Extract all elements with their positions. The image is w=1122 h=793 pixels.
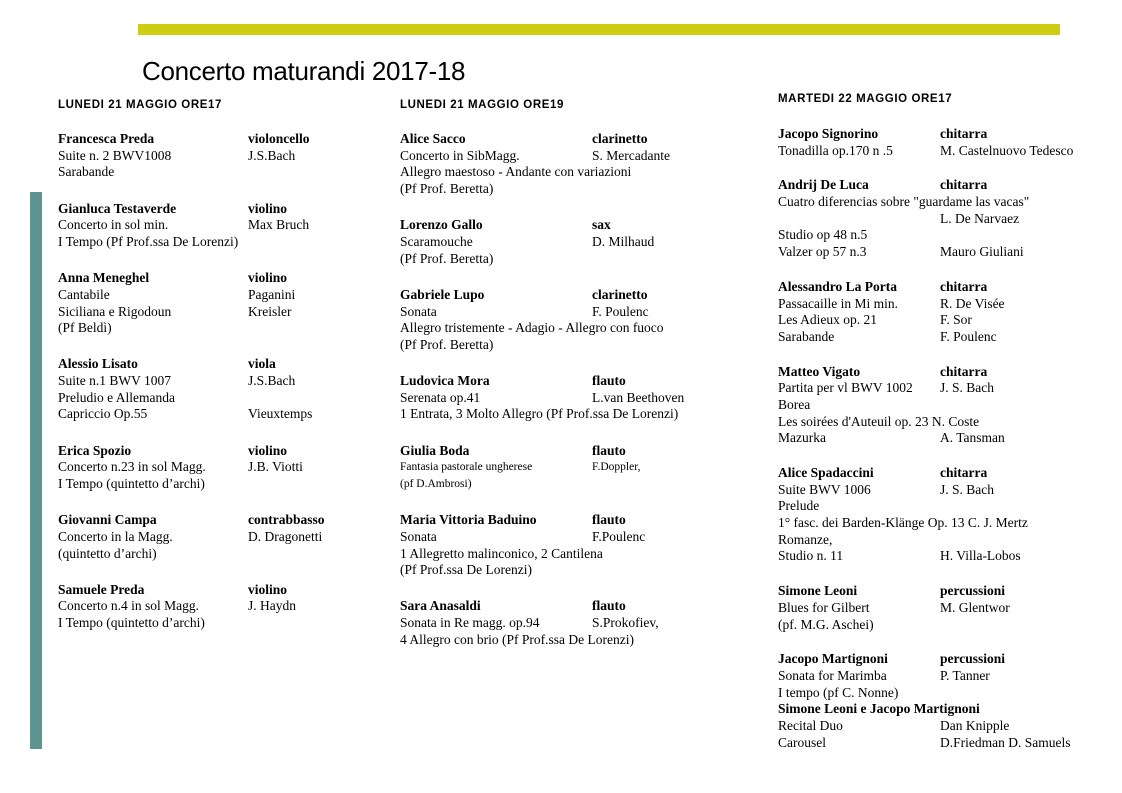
instrument: chitarra (940, 465, 988, 480)
instrument: chitarra (940, 126, 988, 141)
piece-line (778, 312, 1098, 329)
piece-title: Concerto n.23 in sol Magg. (58, 459, 206, 475)
composer: M. Castelnuovo Tedesco (940, 142, 1074, 158)
instrument: viola (248, 356, 276, 372)
left-accent-bar (30, 192, 42, 749)
piece-line (58, 148, 358, 165)
performer-line (58, 131, 358, 148)
performer-line (400, 373, 720, 390)
piece-line (778, 482, 1098, 499)
piece-title: I Tempo (quintetto d’archi) (58, 476, 205, 491)
performer-line (58, 443, 358, 460)
composer: S. Mercadante (592, 147, 670, 163)
piece-line (400, 406, 720, 423)
performer-name: Maria Vittoria Baduino (400, 512, 537, 528)
piece-line (58, 476, 358, 493)
instrument: contrabbasso (248, 512, 325, 528)
performer-line (778, 279, 1098, 296)
piece-title: (Pf Beldì) (58, 320, 112, 336)
instrument: violino (248, 200, 288, 216)
performer-line (400, 443, 720, 460)
performer-name: Simone Leoni (778, 583, 858, 599)
piece-line (58, 164, 358, 181)
piece-title: 4 Allegro con brio (Pf Prof.ssa De Lorenzi) (400, 631, 634, 647)
performer-line (778, 126, 1098, 143)
performer-name: Erica Spozio (58, 442, 132, 458)
piece-line (778, 532, 1098, 549)
piece-line (400, 337, 720, 354)
composer: P. Tanner (940, 667, 990, 683)
performer-line (400, 598, 720, 615)
piece-line (58, 529, 358, 546)
performer-line (400, 217, 720, 234)
program-entry (58, 443, 358, 493)
piece-line (58, 459, 358, 476)
piece-line (400, 251, 720, 268)
instrument: flauto (592, 512, 626, 528)
piece-title: Les soirées d'Auteuil op. 23 N. Coste (778, 413, 980, 429)
piece-title: 1 Allegretto malinconico, 2 Cantilena (400, 545, 603, 561)
performer-line (58, 582, 358, 599)
composer: D. Dragonetti (248, 528, 323, 544)
piece-title: (pf. M.G. Aschei) (778, 616, 874, 632)
piece-title: Recital Duo (778, 717, 843, 733)
program-entry (778, 177, 1098, 260)
piece-line (400, 615, 720, 632)
program-column (58, 131, 358, 632)
piece-title: Studio n. 11 (778, 548, 844, 564)
piece-title: Allegro maestoso - Andante con variazioni (400, 164, 632, 180)
piece-line (58, 598, 358, 615)
piece-title: Carousel (778, 734, 826, 750)
piece-line (400, 304, 720, 321)
instrument: chitarra (940, 278, 988, 294)
performer-name: Lorenzo Gallo (400, 217, 483, 233)
piece-title: Sonata in Re magg. op.94 (400, 615, 540, 631)
piece-line (778, 397, 1098, 414)
composer: F. Poulenc (592, 303, 649, 319)
piece-line (778, 227, 1098, 244)
piece-title: Scaramouche (400, 233, 473, 249)
piece-line (400, 459, 720, 476)
program-entry (58, 131, 358, 181)
piece-title: Blues for Gilbert (778, 599, 870, 615)
piece-title: I tempo (pf C. Nonne) (778, 684, 899, 700)
performer-name: Francesca Preda (58, 131, 155, 146)
program-column (400, 131, 720, 649)
piece-title: (Pf Prof.ssa De Lorenzi) (400, 562, 532, 578)
piece-title: Tonadilla op.170 n .5 (778, 142, 893, 158)
composer: Vieuxtemps (248, 406, 313, 422)
piece-line (400, 476, 720, 493)
piece-title: (Pf Prof. Beretta) (400, 181, 494, 197)
piece-line (778, 143, 1098, 160)
piece-line (778, 194, 1098, 211)
program-entry (400, 287, 720, 354)
instrument: clarinetto (592, 286, 648, 302)
piece-line (58, 217, 358, 234)
composer: D.Friedman D. Samuels (940, 734, 1071, 750)
performer-name: Gabriele Lupo (400, 286, 485, 302)
instrument: violino (248, 442, 288, 458)
piece-line (400, 181, 720, 198)
piece-line (400, 632, 720, 649)
performer-line (58, 201, 358, 218)
piece-line (58, 234, 358, 251)
program-entry (778, 583, 1098, 633)
performer-line (778, 701, 1098, 718)
piece-line (778, 211, 1098, 228)
composer: L.van Beethoven (592, 389, 685, 405)
program-entry (400, 131, 720, 198)
instrument: chitarra (940, 363, 988, 379)
piece-line (778, 735, 1098, 752)
piece-title: (Pf Prof. Beretta) (400, 336, 494, 352)
performer-name: Jacopo Signorino (778, 126, 879, 141)
piece-line (778, 600, 1098, 617)
instrument: clarinetto (592, 131, 648, 146)
performer-line (58, 356, 358, 373)
composer: J. S. Bach (940, 481, 994, 497)
composer: Dan Knipple (940, 717, 1010, 733)
performer-name: Ludovica Mora (400, 373, 490, 389)
instrument: violino (248, 270, 288, 286)
composer: H. Villa-Lobos (940, 548, 1021, 564)
performer-name: Anna Meneghel (58, 270, 150, 286)
program-entry (778, 126, 1098, 159)
performer-name: Alessandro La Porta (778, 278, 898, 294)
piece-line (778, 414, 1098, 431)
composer: J.S.Bach (248, 147, 296, 163)
piece-line (400, 546, 720, 563)
piece-line (400, 148, 720, 165)
column-heading: LUNEDI 21 MAGGIO ORE17 (58, 99, 223, 111)
piece-title: Fantasia pastorale ungherese (400, 461, 533, 474)
piece-title: Concerto in SibMagg. (400, 147, 520, 163)
program-entry (58, 270, 358, 337)
piece-title: Sonata (400, 528, 437, 544)
composer: F. Sor (940, 312, 972, 328)
performer-name: Jacopo Martignoni (778, 651, 888, 667)
performer-name: Samuele Preda (58, 581, 145, 597)
piece-line (778, 685, 1098, 702)
program-entry (778, 364, 1098, 447)
instrument: percussioni (940, 651, 1006, 667)
piece-line (778, 548, 1098, 565)
piece-line (778, 668, 1098, 685)
performer-name: Alessio Lisato (58, 356, 138, 372)
performer-line (400, 131, 720, 148)
piece-line (778, 244, 1098, 261)
performer-name: Giulia Boda (400, 442, 470, 458)
piece-line (778, 515, 1098, 532)
piece-line (400, 164, 720, 181)
top-accent-bar (138, 24, 1060, 35)
instrument: percussioni (940, 583, 1006, 599)
piece-title: Concerto n.4 in sol Magg. (58, 598, 199, 614)
piece-title: Sarabande (58, 164, 115, 180)
piece-line (778, 329, 1098, 346)
piece-title: 1 Entrata, 3 Molto Allegro (Pf Prof.ssa De Lorenzi) (400, 406, 679, 422)
program-entry (400, 598, 720, 648)
piece-title: Preludio e Allemanda (58, 389, 175, 405)
piece-line (400, 320, 720, 337)
performer-name: Alice Spadaccini (778, 465, 874, 480)
instrument: sax (592, 217, 611, 233)
column-heading: LUNEDI 21 MAGGIO ORE19 (400, 99, 565, 111)
instrument: flauto (592, 442, 626, 458)
instrument: violino (248, 581, 288, 597)
piece-line (58, 546, 358, 563)
piece-line (400, 390, 720, 407)
piece-line (58, 406, 358, 423)
composer: J.S.Bach (248, 373, 296, 389)
performer-line (778, 364, 1098, 381)
piece-line (58, 320, 358, 337)
composer: J.B. Viotti (248, 459, 303, 475)
instrument: flauto (592, 373, 626, 389)
instrument: chitarra (940, 177, 988, 193)
piece-title: Sonata for Marimba (778, 667, 887, 683)
piece-title: Suite BWV 1006 (778, 481, 871, 497)
piece-title: I Tempo (quintetto d’archi) (58, 615, 205, 631)
composer: J. Haydn (248, 598, 296, 614)
piece-line (58, 373, 358, 390)
instrument: violoncello (248, 131, 310, 146)
performer-line (58, 512, 358, 529)
piece-title: Romanze, (778, 531, 833, 547)
program-entry (58, 356, 358, 423)
program-entry (400, 373, 720, 423)
piece-title: Serenata op.41 (400, 389, 481, 405)
piece-title: Suite n. 2 BWV1008 (58, 147, 172, 163)
piece-title: Les Adieux op. 21 (778, 312, 877, 328)
piece-line (58, 287, 358, 304)
performer-line (778, 583, 1098, 600)
piece-line (400, 234, 720, 251)
piece-title: Cantabile (58, 286, 110, 302)
performer-name: Simone Leoni e Jacopo Martignoni (778, 701, 980, 717)
composer: Mauro Giuliani (940, 244, 1024, 260)
piece-title: Sonata (400, 303, 437, 319)
piece-title: Siciliana e Rigodoun (58, 303, 172, 319)
piece-title: Mazurka (778, 430, 826, 446)
piece-title: 1° fasc. dei Barden-Klänge Op. 13 C. J. Mertz (778, 515, 1028, 531)
column-heading: MARTEDI 22 MAGGIO ORE17 (778, 93, 953, 105)
program-column (778, 126, 1098, 751)
page-title: Concerto maturandi 2017-18 (142, 56, 466, 86)
piece-title: (Pf Prof. Beretta) (400, 250, 494, 266)
composer: M. Glentwor (940, 599, 1010, 615)
program-entry (400, 512, 720, 579)
piece-title: Sarabande (778, 328, 835, 344)
composer: F. Poulenc (940, 328, 997, 344)
program-entry (58, 201, 358, 251)
program-entry (58, 512, 358, 562)
composer: R. De Visée (940, 295, 1005, 311)
performer-line (778, 177, 1098, 194)
composer: F.Doppler, (592, 461, 641, 474)
program-entry (778, 465, 1098, 565)
piece-title: Concerto in sol min. (58, 217, 169, 233)
composer: J. S. Bach (940, 380, 994, 396)
piece-title: I Tempo (Pf Prof.ssa De Lorenzi) (58, 233, 239, 249)
instrument: flauto (592, 598, 626, 614)
piece-title: Allegro tristemente - Adagio - Allegro con fuoco (400, 320, 664, 336)
piece-title: Studio op 48 n.5 (778, 227, 868, 243)
piece-title: Passacaille in Mi min. (778, 295, 898, 311)
piece-title: Partita per vl BWV 1002 (778, 380, 913, 396)
piece-title: (pf D.Ambrosi) (400, 478, 472, 490)
piece-line (400, 529, 720, 546)
composer: Max Bruch (248, 217, 310, 233)
composer: D. Milhaud (592, 233, 655, 249)
piece-line (778, 617, 1098, 634)
performer-name: Gianluca Testaverde (58, 200, 177, 216)
piece-title: Concerto in la Magg. (58, 528, 173, 544)
piece-title: Valzer op 57 n.3 (778, 244, 867, 260)
piece-line (778, 296, 1098, 313)
piece-line (58, 304, 358, 321)
piece-title: Cuatro diferencias sobre "guardame las vacas" (778, 194, 1030, 210)
composer: Paganini (248, 286, 296, 302)
composer: A. Tansman (940, 430, 1005, 446)
performer-line (58, 270, 358, 287)
performer-name: Matteo Vigato (778, 363, 861, 379)
piece-line (58, 615, 358, 632)
performer-line (778, 465, 1098, 482)
piece-line (400, 562, 720, 579)
program-entry (778, 279, 1098, 346)
program-entry (400, 217, 720, 267)
performer-name: Andrij De Luca (778, 177, 869, 193)
performer-line (400, 512, 720, 529)
composer: S.Prokofiev, (592, 615, 659, 631)
piece-line (778, 380, 1098, 397)
piece-line (58, 390, 358, 407)
piece-title: (quintetto d’archi) (58, 545, 157, 561)
performer-line (778, 651, 1098, 668)
program-entry (58, 582, 358, 632)
piece-title: Capriccio Op.55 (58, 406, 148, 422)
program-entry (778, 651, 1098, 751)
piece-line (778, 498, 1098, 515)
piece-title: Borea (778, 396, 811, 412)
piece-line (778, 430, 1098, 447)
composer: L. De Narvaez (940, 210, 1020, 226)
composer: F.Poulenc (592, 528, 646, 544)
performer-name: Giovanni Campa (58, 512, 157, 528)
composer: Kreisler (248, 303, 292, 319)
program-entry (400, 443, 720, 493)
performer-name: Alice Sacco (400, 131, 466, 146)
performer-line (400, 287, 720, 304)
piece-title: Prelude (778, 498, 820, 514)
piece-line (778, 718, 1098, 735)
performer-name: Sara Anasaldi (400, 598, 481, 614)
piece-title: Suite n.1 BWV 1007 (58, 373, 172, 389)
